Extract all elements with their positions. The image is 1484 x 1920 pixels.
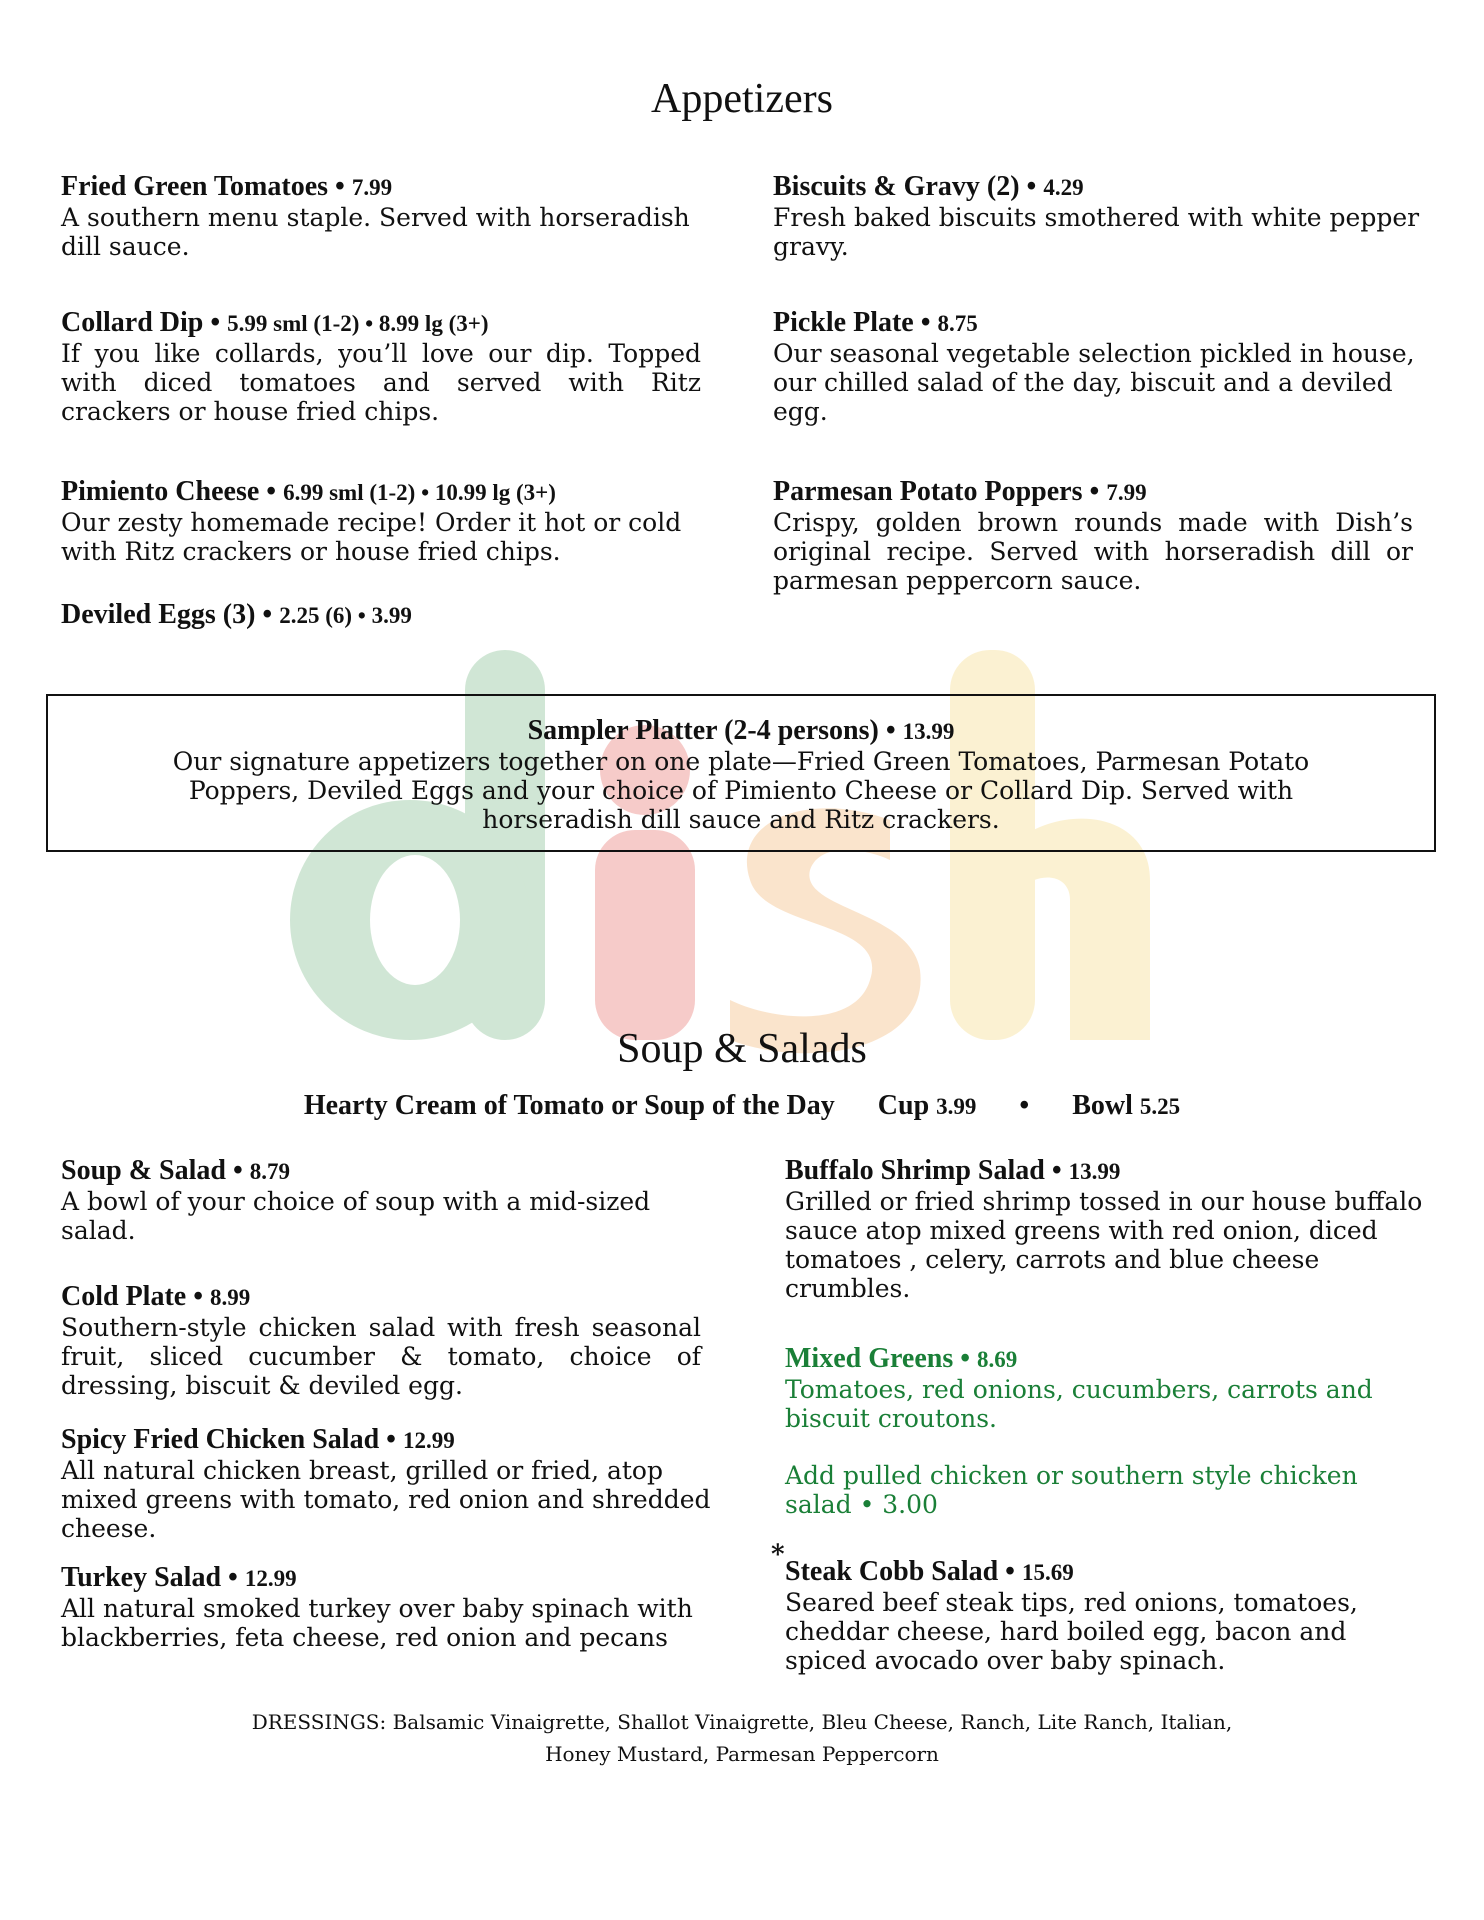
menu-item-buffalo-shrimp-salad [785,1156,1425,1303]
item-price: 6.99 sml (1-2) • 10.99 lg (3+) [283,480,556,505]
menu-item-turkey-salad [61,1563,711,1652]
item-description: All natural chicken breast, grilled or fried, atop mixed greens with tomato, red onion and shredded cheese. [61,1456,711,1543]
menu-item-spicy-fried-chicken-salad [61,1425,711,1543]
item-name: Mixed Greens • [785,1343,971,1374]
item-price: 12.99 [244,1566,297,1591]
item-name: Steak Cobb Salad • [785,1556,1015,1587]
dressings-line-1: DRESSINGS: Balsamic Vinaigrette, Shallot Vinaigrette, Bleu Cheese, Ranch, Lite Ranch, Italian, [251,1710,1233,1734]
dressings-list [200,1706,1284,1770]
item-name: Spicy Fried Chicken Salad • [61,1424,396,1455]
item-price: 7.99 [1106,480,1147,505]
item-description: All natural smoked turkey over baby spinach with blackberries, feta cheese, red onion and pecans [61,1594,693,1652]
item-addon: Add pulled chicken or southern style chicken salad • 3.00 [785,1461,1358,1519]
item-description: If you like collards, you’ll love our dip. Topped with diced tomatoes and served with Ritz crackers or house fried chips. [61,339,701,426]
item-description: Our signature appetizers together on one plate—Fried Green Tomatoes, Parmesan Potato Poppers, Deviled Eggs and your choice of Pimiento Cheese or Collard Dip. Served with horseradish dill sauce and Ritz crackers. [172,747,1310,834]
item-name: Biscuits & Gravy (2) • [773,171,1037,202]
item-description: Grilled or fried shrimp tossed in our house buffalo sauce atop mixed greens with red onion, diced tomatoes , celery, carrots and blue cheese crumbles. [785,1187,1423,1303]
menu-item-collard-dip [61,308,701,426]
asterisk-marker: * [771,1540,785,1570]
item-name: Deviled Eggs (3) • [61,599,273,630]
item-description: A bowl of your choice of soup with a mid-sized salad. [61,1187,651,1245]
item-name: Pickle Plate • [773,307,931,338]
item-description: A southern menu staple. Served with horseradish dill sauce. [61,203,690,261]
item-price: 8.69 [977,1347,1018,1372]
item-name: Collard Dip • [61,307,221,338]
cup-label: Cup [877,1090,930,1121]
item-description: Our seasonal vegetable selection pickled in house, our chilled salad of the day, biscuit and a deviled egg. [773,339,1415,426]
item-description: Crispy, golden brown rounds made with Dish’s original recipe. Served with horseradish dill or parmesan peppercorn sauce. [773,508,1413,595]
item-name: Pimiento Cheese • [61,476,277,507]
item-price: 15.69 [1022,1560,1074,1585]
item-name: Cold Plate • [61,1281,204,1312]
item-description: Tomatoes, red onions, cucumbers, carrots and biscuit croutons. [785,1375,1373,1433]
item-name: Soup & Salad • [61,1155,243,1186]
item-name: Sampler Platter (2-4 persons) • [527,715,896,746]
bowl-label: Bowl [1072,1090,1133,1121]
menu-item-steak-cobb-salad [785,1557,1425,1675]
item-name: Buffalo Shrimp Salad • [785,1155,1062,1186]
item-description: Southern-style chicken salad with fresh seasonal fruit, sliced cucumber & tomato, choice of dressing, biscuit & deviled egg. [61,1313,701,1400]
item-price: 8.75 [937,311,978,336]
item-description: Our zesty homemade recipe! Order it hot or cold with Ritz crackers or house fried chips. [61,508,682,566]
bowl-price: 5.25 [1139,1094,1181,1119]
menu-item-mixed-greens [785,1344,1425,1519]
menu-item-fried-green-tomatoes [61,172,711,261]
soup-name: Hearty Cream of Tomato or Soup of the Day [303,1090,835,1121]
menu-item-deviled-eggs [61,600,711,631]
item-price: 13.99 [1068,1159,1121,1184]
item-price: 7.99 [351,175,393,200]
item-name: Turkey Salad • [61,1562,238,1593]
item-price: 8.79 [249,1159,291,1184]
item-price: 13.99 [902,719,955,744]
item-price: 8.99 [210,1285,251,1310]
menu-item-parmesan-potato-poppers [773,477,1413,595]
menu-item-soup-salad [61,1156,711,1245]
appetizers-title: Appetizers [651,76,833,122]
item-price: 5.99 sml (1-2) • 8.99 lg (3+) [227,311,489,336]
item-description: Fresh baked biscuits smothered with white pepper gravy. [773,203,1420,261]
item-price: 12.99 [402,1428,455,1453]
menu-item-pickle-plate [773,308,1443,426]
separator: • [1019,1090,1030,1121]
soup-of-the-day-line [0,1090,1484,1122]
dressings-line-2: Honey Mustard, Parmesan Peppercorn [545,1742,939,1766]
item-name: Fried Green Tomatoes • [61,171,345,202]
soup-salads-title: Soup & Salads [617,1026,867,1072]
menu-item-biscuits-gravy [773,172,1443,261]
menu-item-pimiento-cheese [61,477,701,566]
sampler-platter-box [46,694,1436,852]
item-name: Parmesan Potato Poppers • [773,476,1100,507]
item-description: Seared beef steak tips, red onions, tomatoes, cheddar cheese, hard boiled egg, bacon and spiced avocado over baby spinach. [785,1588,1358,1675]
cup-price: 3.99 [936,1094,977,1119]
item-price: 4.29 [1043,175,1084,200]
menu-item-cold-plate [61,1282,701,1400]
item-price: 2.25 (6) • 3.99 [279,603,412,628]
